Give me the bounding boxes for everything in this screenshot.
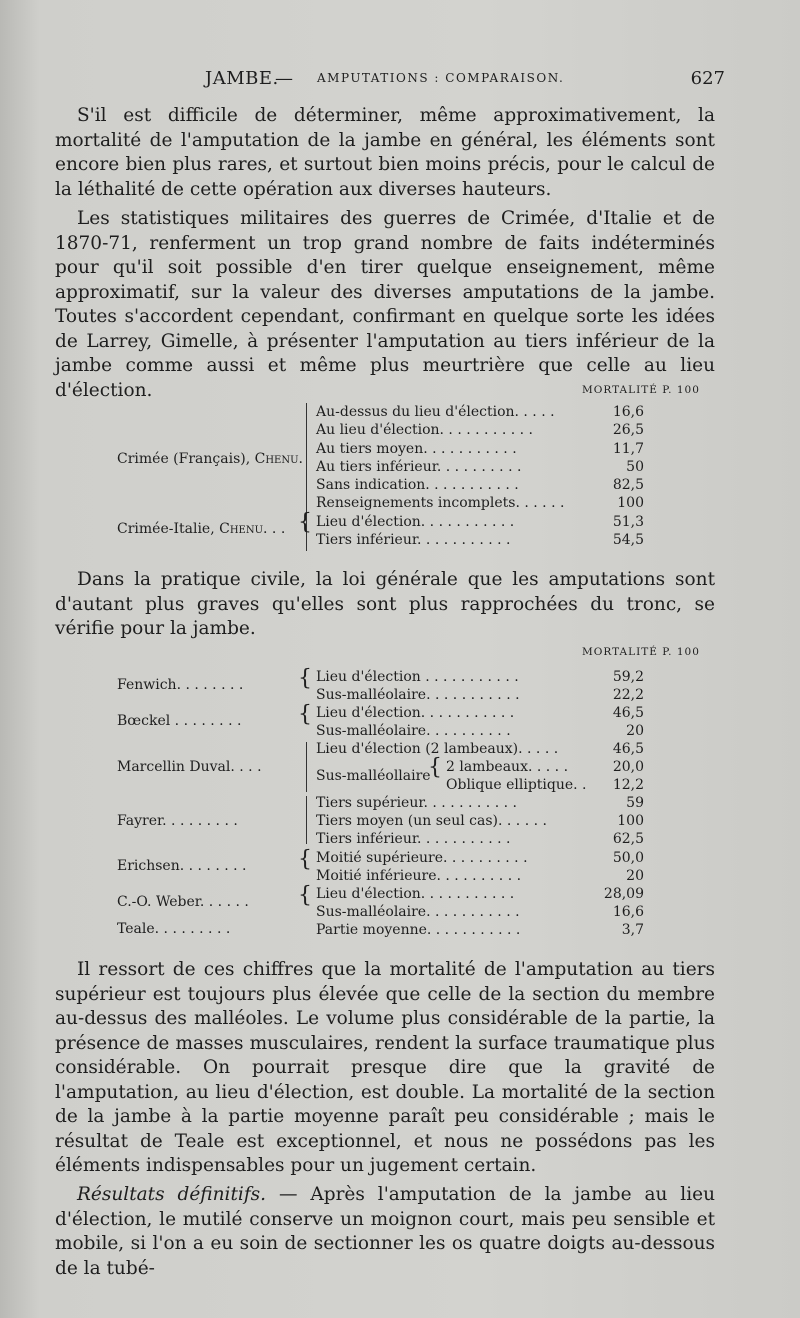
paragraph-text: Dans la pratique civile, la loi générale que les amputations sont d'autant plus graves qu'elles sont plus rapprochées du tronc, se vérifie pour la jambe. (55, 569, 715, 639)
row-label: Au tiers inférieur. . . . . . . . . . (316, 459, 522, 475)
table-row (446, 758, 644, 776)
table-row (316, 867, 644, 885)
table-row (316, 830, 644, 848)
row-label: Sans indication. . . . . . . . . . . (316, 477, 519, 493)
table-row (316, 885, 644, 903)
group-name: Crimée (Français), (117, 451, 251, 467)
table-row (316, 421, 644, 439)
table-row (446, 776, 644, 794)
group-author: Chenu. . . (219, 521, 286, 537)
row-value: 28,09 (603, 886, 644, 902)
table-row (316, 849, 644, 867)
row-label: Sus-malléolaire. . . . . . . . . . . (316, 687, 520, 703)
table1-group-crimee-italie (117, 521, 285, 537)
table-row (316, 794, 644, 812)
row-value: 100 (617, 813, 644, 829)
row-value: 59 (626, 795, 644, 811)
row-label: Moitié supérieure. . . . . . . . . . (316, 850, 528, 866)
table-row (316, 668, 644, 686)
row-label: Au-dessus du lieu d'élection. . . . . (316, 404, 555, 420)
table-row (316, 403, 644, 421)
row-label: Lieu d'élection. . . . . . . . . . . (316, 705, 515, 721)
row-value: 54,5 (612, 532, 644, 548)
table-row (316, 476, 644, 494)
group-author: Chenu. (254, 451, 303, 467)
table2-group-fayrer: Fayrer. . . . . . . . . (117, 813, 238, 829)
table2-group-fenwich: Fenwich. . . . . . . . (117, 677, 244, 693)
row-value: 12,2 (612, 777, 644, 793)
row-label: Tiers supérieur. . . . . . . . . . . (316, 795, 517, 811)
row-label: Lieu d'élection . . . . . . . . . . . (316, 669, 519, 685)
row-value: 62,5 (612, 831, 644, 847)
row-value: 59,2 (612, 669, 644, 685)
paragraph-5 (55, 1183, 715, 1281)
row-value: 82,5 (612, 477, 644, 493)
row-label: Partie moyenne. . . . . . . . . . . (316, 922, 521, 938)
row-value: 20,0 (612, 759, 644, 775)
row-value: 16,6 (612, 904, 644, 920)
table-row (316, 458, 644, 476)
row-value: 46,5 (612, 741, 644, 757)
brace-icon: { (298, 883, 312, 908)
header-separator: — (275, 68, 293, 89)
brace-line (306, 742, 307, 792)
group-name: Crimée-Italie, (117, 521, 215, 537)
row-label: Au tiers moyen. . . . . . . . . . . (316, 441, 517, 457)
paragraph-3 (55, 568, 715, 642)
row-value: 100 (617, 495, 644, 511)
paragraph-1 (55, 104, 715, 202)
header-subtitle: AMPUTATIONS : COMPARAISON. (317, 71, 565, 85)
row-value: 20 (626, 868, 644, 884)
row-value: 16,6 (612, 404, 644, 420)
row-value: 50 (626, 459, 644, 475)
row-value: 51,3 (612, 514, 644, 530)
row-value: 20 (626, 723, 644, 739)
brace-line (306, 796, 307, 844)
row-value: 46,5 (612, 705, 644, 721)
table2-group-boeckel: Bœckel . . . . . . . . (117, 713, 242, 729)
page-number: 627 (690, 68, 725, 89)
table-row (316, 494, 644, 512)
table2-group-teale: Teale. . . . . . . . . (117, 921, 231, 937)
table-row (316, 704, 644, 722)
running-header (205, 68, 725, 94)
table-row (316, 921, 644, 939)
table-row (316, 513, 644, 531)
paragraph-text: Il ressort de ces chiffres que la mortalité de l'amputation au tiers supérieur est toujours plus élevée que celle de la section du membre au-dessus des malléoles. Le volume plus considérable de la partie, la présence de masses musculaires, rendent la surface traumatique plus considérable. On pourrait presque dire que la gravité de l'amputation, au lieu d'élection, est double. La mortalité de la section de la jambe à la partie moyenne paraît peu considérable ; mais le résultat de Teale est exceptionnel, et nous ne possédons pas les éléments indispensables pour un jugement certain. (55, 959, 715, 1176)
row-label: Sus-malléolaire. . . . . . . . . . (316, 723, 511, 739)
row-value: 22,2 (612, 687, 644, 703)
row-label: Renseignements incomplets. . . . . . (316, 495, 565, 511)
table1-mortality-header: MORTALITÉ P. 100 (582, 384, 700, 396)
paragraph-text: S'il est difficile de déterminer, même approximativement, la mortalité de l'amputation de la jambe en général, les éléments sont encore bien plus rares, et surtout bien moins précis, pour le calcul de la léthalité de cette opération aux diverses hauteurs. (55, 105, 715, 200)
table-row (316, 903, 644, 921)
row-label: Lieu d'élection. . . . . . . . . . . (316, 514, 515, 530)
row-value: 26,5 (612, 422, 644, 438)
row-label: Au lieu d'élection. . . . . . . . . . . (316, 422, 533, 438)
row-value: 50,0 (612, 850, 644, 866)
brace-icon: { (428, 755, 442, 780)
row-label: Tiers moyen (un seul cas). . . . . . (316, 813, 547, 829)
brace-icon: { (298, 702, 312, 727)
paragraph-2 (55, 207, 715, 403)
row-value: 3,7 (621, 922, 644, 938)
table2-mortality-header: MORTALITÉ P. 100 (582, 646, 700, 658)
row-label: Sus-malléolaire. . . . . . . . . . . (316, 904, 520, 920)
row-label: Tiers inférieur. . . . . . . . . . . (316, 831, 511, 847)
table-row (316, 531, 644, 549)
brace-icon: { (298, 847, 312, 872)
table-row (316, 722, 644, 740)
paragraph-text: Les statistiques militaires des guerres de Crimée, d'Italie et de 1870-71, renferment un trop grand nombre de faits indéterminés pour qu'il soit possible d'en tirer quelque enseignement, même approximatif, sur la valeur des diverses amputations de la jambe. Toutes s'accordent cependant, confirmant en quelque sorte les idées de Larrey, Gimelle, à présenter l'amputation au tiers inférieur de la jambe comme aussi et même plus meurtrière que celle au lieu d'élection. (55, 208, 715, 401)
table-row (316, 686, 644, 704)
brace-icon: { (298, 666, 312, 691)
table-row (316, 440, 644, 458)
table-row (316, 812, 644, 830)
row-label: Lieu d'élection. . . . . . . . . . . (316, 886, 515, 902)
header-title: JAMBE. (205, 68, 279, 89)
row-label: Oblique elliptique. . (446, 777, 587, 793)
row-label: 2 lambeaux. . . . . (446, 759, 569, 775)
table-row (316, 740, 644, 758)
paragraph-text: — Après l'amputation de la jambe au lieu d'élection, le mutilé conserve un moignon court, mais peu sensible et mobile, si l'on a eu soin de sectionner les os quatre doigts au-dessous de la tubé- (55, 1184, 715, 1279)
brace-icon: { (298, 510, 312, 535)
row-value: 11,7 (612, 441, 644, 457)
row-label: Lieu d'élection (2 lambeaux). . . . . (316, 741, 559, 757)
table2-group-weber: C.-O. Weber. . . . . . (117, 894, 249, 910)
table2-group-erichsen: Erichsen. . . . . . . . (117, 858, 247, 874)
row-label: Tiers inférieur. . . . . . . . . . . (316, 532, 511, 548)
table1-group-crimee (117, 451, 303, 467)
section-heading: Résultats définitifs. (77, 1184, 267, 1205)
paragraph-4 (55, 958, 715, 1179)
table2-group-duval: Marcellin Duval. . . . (117, 759, 262, 775)
row-label: Moitié inférieure. . . . . . . . . . (316, 868, 522, 884)
table2-sub-label (316, 767, 431, 785)
row-label: Sus-malléollaire (316, 768, 431, 784)
